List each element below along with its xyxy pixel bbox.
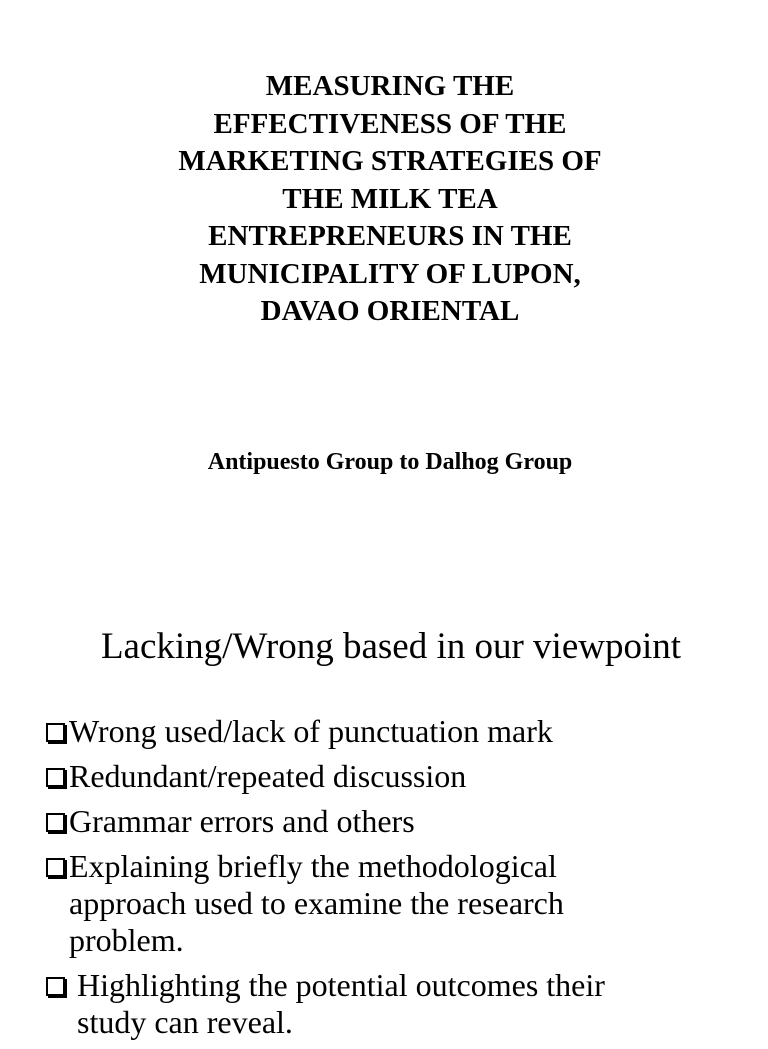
checkbox-square-icon (46, 977, 65, 996)
bullet-line: Explaining briefly the methodological (69, 848, 557, 884)
list-item (46, 803, 746, 840)
bullet-text (69, 848, 746, 959)
checkbox-square-icon (46, 768, 65, 787)
list-item (46, 967, 746, 1041)
bullet-text (69, 758, 746, 795)
checkbox-square-icon (46, 813, 65, 832)
bullet-text (69, 713, 746, 750)
list-item (46, 848, 746, 959)
title-line: THE MILK TEA (282, 182, 498, 215)
title-line: MUNICIPALITY OF LUPON, (199, 257, 581, 290)
bullet-line: Redundant/repeated discussion (69, 758, 467, 794)
checkbox-square-icon (46, 723, 65, 742)
checkbox-square-icon (46, 858, 65, 877)
title-line: EFFECTIVENESS OF THE (213, 107, 567, 140)
title-line: MEASURING THE (265, 70, 515, 102)
feedback-list (46, 713, 746, 1049)
bullet-text (77, 967, 746, 1041)
presentation-title (90, 68, 690, 331)
bullet-line: Grammar errors and others (69, 803, 415, 839)
title-line: ENTREPRENEURS IN THE (208, 220, 572, 252)
bullet-line: approach used to examine the research (69, 885, 564, 921)
bullet-line: Wrong used/lack of punctuation mark (69, 713, 553, 749)
bullet-line: study can reveal. (77, 1004, 293, 1040)
title-line: DAVAO ORIENTAL (260, 295, 520, 327)
list-item (46, 758, 746, 795)
feedback-heading: Lacking/Wrong based in our viewpoint (100, 626, 682, 667)
presentation-subtitle: Antipuesto Group to Dalhog Group (207, 449, 573, 475)
list-item (46, 713, 746, 750)
title-line: MARKETING STRATEGIES OF (178, 145, 602, 177)
bullet-text (69, 803, 746, 840)
bullet-line: problem. (69, 922, 184, 958)
bullet-line: Highlighting the potential outcomes their (77, 967, 605, 1003)
title-slide (0, 0, 768, 520)
